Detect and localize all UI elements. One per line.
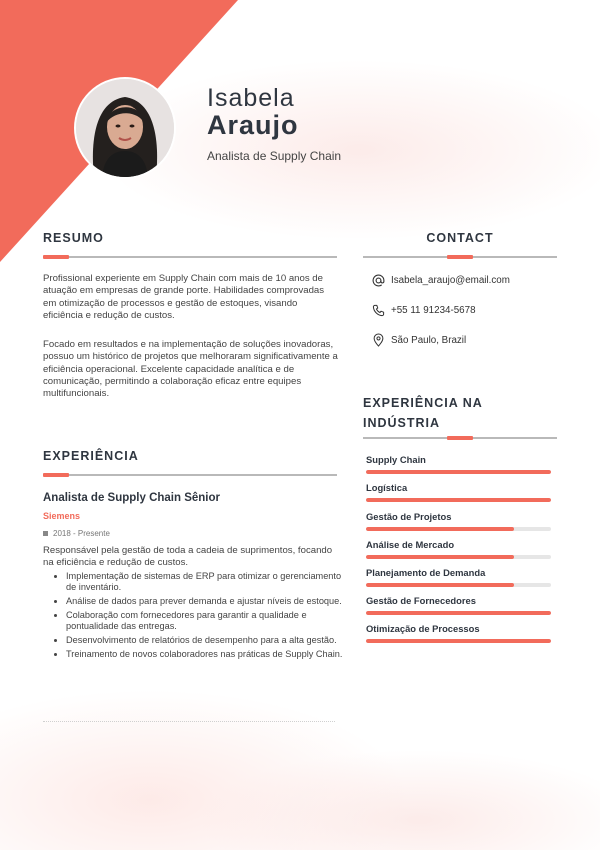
skill-bar-fill	[366, 470, 551, 474]
industry-heading-line-1: EXPERIÊNCIA NA	[363, 396, 483, 410]
contact-phone[interactable]: +55 11 91234-5678	[391, 304, 476, 316]
contact-heading: CONTACT	[426, 231, 494, 245]
contact-email-row	[371, 273, 510, 287]
job-dates-text: 2018 - Presente	[53, 529, 110, 538]
skill-bar-track	[366, 555, 551, 559]
section-divider	[43, 721, 335, 722]
skill-label: Logística	[366, 482, 408, 493]
job-role: Analista de Supply Chain Sênior	[43, 492, 221, 504]
skill-bar-fill	[366, 583, 514, 587]
contact-phone-row	[371, 303, 476, 317]
skill-bar-fill	[366, 611, 551, 615]
experience-heading: EXPERIÊNCIA	[43, 449, 139, 463]
skill-bar-track	[366, 639, 551, 643]
skill-label: Gestão de Projetos	[366, 511, 452, 522]
job-dates	[43, 529, 110, 538]
summary-paragraph-1: Profissional experiente em Supply Chain com mais de 10 anos de atuação em empresas de grande porte. Habilidades comprovadas em otimização de processos e gestão de estoques, visando eficiência e redução de custos.	[43, 273, 325, 321]
job-bullets	[52, 571, 346, 662]
skill-label: Análise de Mercado	[366, 539, 455, 550]
experience-rule	[43, 474, 337, 476]
skill-bar-fill	[366, 527, 514, 531]
location-pin-icon	[371, 333, 385, 347]
skill-bar-fill	[366, 498, 551, 502]
first-name: Isabela	[207, 84, 295, 112]
company-name: Siemens	[43, 511, 81, 521]
industry-rule	[363, 437, 557, 439]
skill-label: Planejamento de Demanda	[366, 567, 486, 578]
job-description: Responsável pela gestão de toda a cadeia de suprimentos, focando na eficiência e redução de custos.	[43, 545, 333, 568]
skill-bar-track	[366, 470, 551, 474]
industry-heading-line-2: INDÚSTRIA	[363, 416, 441, 430]
contact-location: São Paulo, Brazil	[391, 334, 467, 346]
contact-rule-accent	[447, 255, 473, 259]
summary-heading: RESUMO	[43, 231, 104, 245]
phone-icon	[371, 303, 385, 317]
skill-bar-track	[366, 583, 551, 587]
contact-rule	[363, 256, 557, 258]
skill-bar-fill	[366, 555, 514, 559]
last-name: Araujo	[207, 110, 299, 140]
list-item: • Implementação de sistemas de ERP para otimizar o gerenciamento de inventário.	[66, 571, 346, 593]
list-item: • Análise de dados para prever demanda e ajustar níveis de estoque.	[66, 596, 346, 607]
skill-label: Gestão de Fornecedores	[366, 595, 476, 606]
list-item: • Desenvolvimento de relatórios de desempenho para a alta gestão.	[66, 635, 346, 646]
calendar-square-icon	[43, 531, 48, 536]
skill-bar-track	[366, 498, 551, 502]
experience-rule-accent	[43, 473, 69, 477]
list-item: • Treinamento de novos colaboradores nas práticas de Supply Chain.	[66, 649, 346, 660]
industry-rule-accent	[447, 436, 473, 440]
summary-paragraph-2: Focado em resultados e na implementação de soluções inovadoras, possuo um histórico de projetos que melhoraram significativamente a eficiência operacional. Excelente capacidade analítica e de comunicação, permitindo a colaboração eficaz entre equipes multifuncionais.	[43, 339, 338, 400]
summary-rule-accent	[43, 255, 69, 259]
industry-heading	[363, 393, 483, 433]
at-icon	[371, 273, 385, 287]
contact-email[interactable]: Isabela_araujo@email.com	[391, 274, 510, 286]
summary-rule	[43, 256, 337, 258]
skill-bar-fill	[366, 639, 551, 643]
skill-label: Supply Chain	[366, 454, 426, 465]
profile-photo	[76, 79, 174, 177]
skill-bar-track	[366, 527, 551, 531]
skill-bar-track	[366, 611, 551, 615]
skill-label: Otimização de Processos	[366, 623, 480, 634]
job-title: Analista de Supply Chain	[207, 149, 342, 163]
list-item: • Colaboração com fornecedores para garantir a qualidade e pontualidade das entregas.	[66, 610, 346, 632]
contact-location-row	[371, 333, 466, 347]
